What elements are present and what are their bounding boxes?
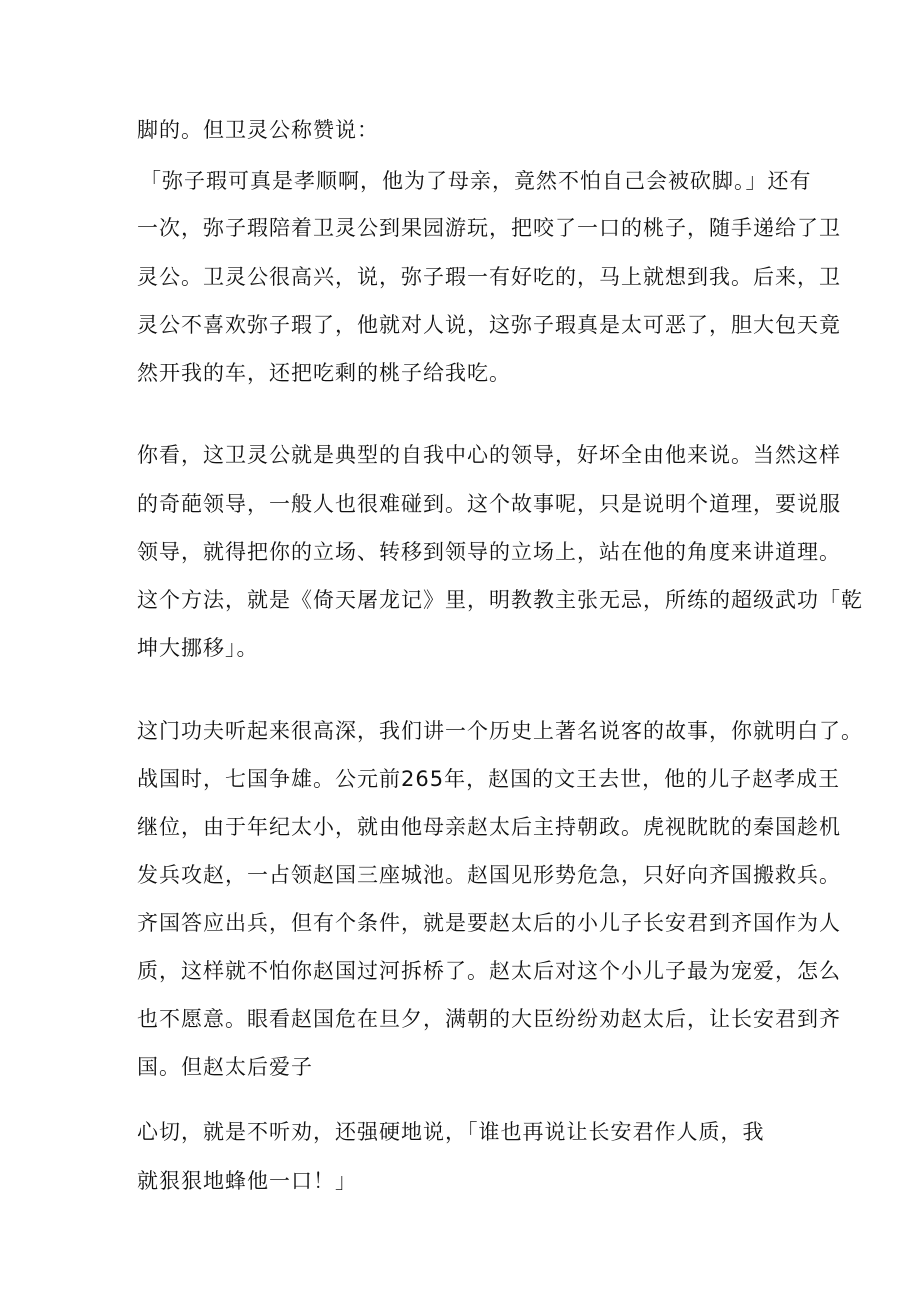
text-line: 这门功夫听起来很高深，我们讲一个历史上著名说客的故事，你就明白了。 (137, 719, 863, 743)
text-line: 发兵攻赵，一占领赵国三座城池。赵国见形势危急，只好向齐国搬救兵。 (137, 863, 841, 887)
text-line: 灵公不喜欢弥子瑕了，他就对人说，这弥子瑕真是太可恶了，胆大包天竟 (137, 313, 841, 337)
text-line: 继位，由于年纪太小，就由他母亲赵太后主持朝政。虎视眈眈的秦国趁机 (137, 815, 841, 839)
text-line: 坤大挪移」。 (137, 636, 259, 660)
text-line: 这个方法，就是《倚天屠龙记》里，明教教主张无忌，所练的超级武功「乾 (137, 588, 863, 612)
text-line: 你看，这卫灵公就是典型的自我中心的领导，好坏全由他来说。当然这样 (137, 443, 841, 467)
text-line: 灵公。卫灵公很高兴，说，弥子瑕一有好吃的，马上就想到我。后来，卫 (137, 265, 841, 289)
text-line: 战国时，七国争雄。公元前265年，赵国的文王去世，他的儿子赵孝成王 (137, 767, 841, 791)
text-line: 领导，就得把你的立场、转移到领导的立场上，站在他的角度来讲道理。 (137, 540, 841, 564)
text-line: 国。但赵太后爱子 (137, 1055, 313, 1079)
text-line: 也不愿意。眼看赵国危在旦夕，满朝的大臣纷纷劝赵太后，让长安君到齐 (137, 1007, 841, 1031)
text-line: 齐国答应出兵，但有个条件，就是要赵太后的小儿子长安君到齐国作为人 (137, 911, 841, 935)
text-line: 一次，弥子瑕陪着卫灵公到果园游玩，把咬了一口的桃子，随手递给了卫 (137, 216, 841, 240)
text-line: 心切，就是不听劝，还强硬地说，「谁也再说让长安君作人质，我 (137, 1120, 765, 1144)
text-line: 脚的。但卫灵公称赞说： (137, 118, 379, 142)
text-line: 质，这样就不怕你赵国过河拆桥了。赵太后对这个小儿子最为宠爱，怎么 (137, 959, 841, 983)
text-line: 就狠狠地蜂他一口！」 (137, 1169, 357, 1193)
text-line: 的奇葩领导，一般人也很难碰到。这个故事呢，只是说明个道理，要说服 (137, 492, 841, 516)
text-line: 然开我的车，还把吃剩的桃子给我吃。 (137, 361, 511, 385)
text-line: 「弥子瑕可真是孝顺啊，他为了母亲，竟然不怕自己会被砍脚。」还有 (140, 169, 812, 193)
